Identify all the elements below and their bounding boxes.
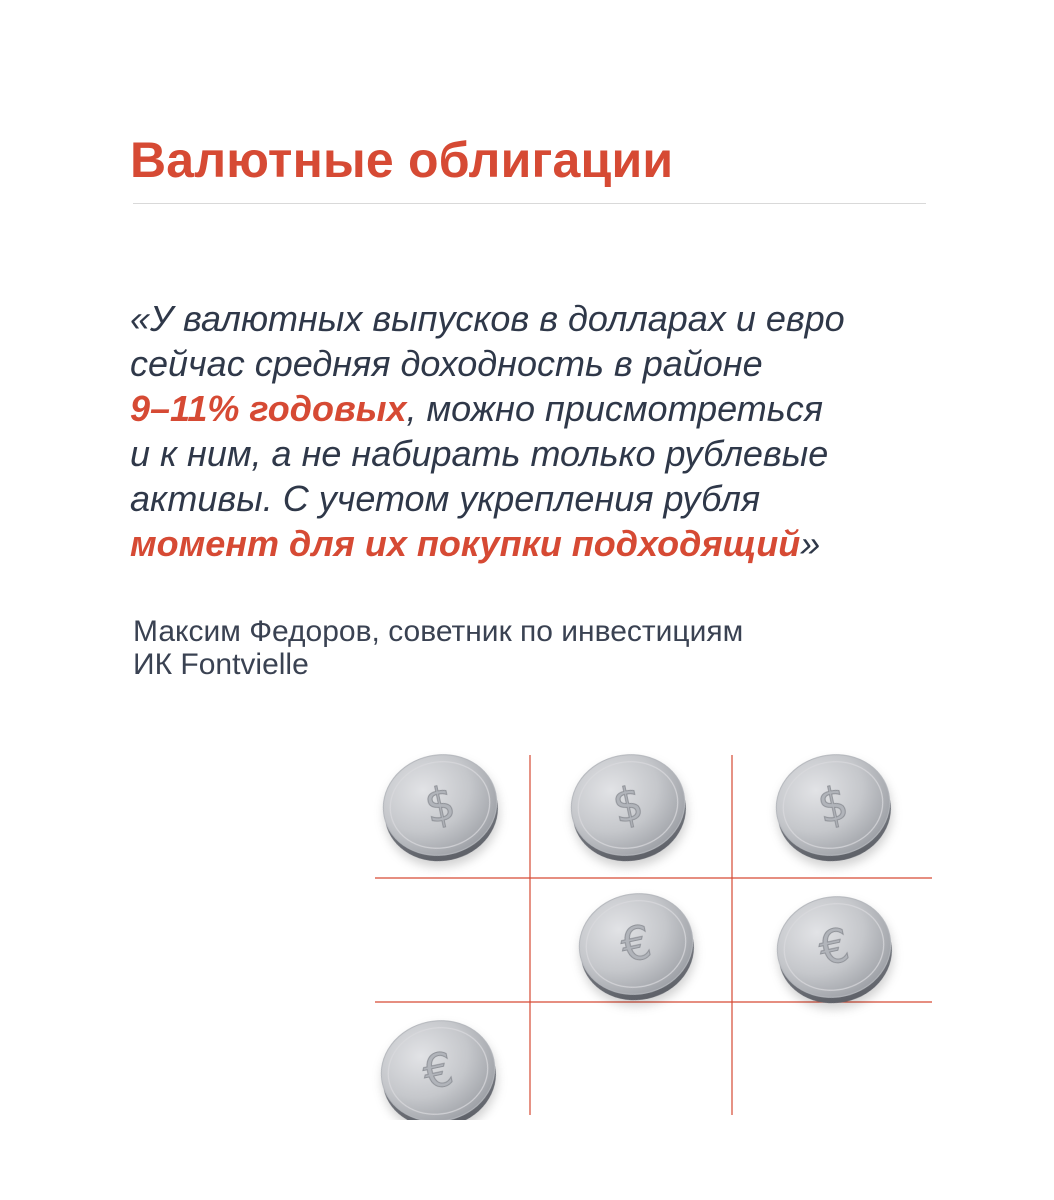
quote-text xyxy=(130,296,930,566)
coin-symbol: € xyxy=(418,1041,458,1101)
title-divider xyxy=(133,203,926,204)
coin-grid-illustration xyxy=(370,750,940,1120)
author-company: ИК Fontvielle xyxy=(133,648,309,681)
quote-line-2: сейчас средняя доходность в районе xyxy=(130,343,763,384)
author-name: Максим Федоров, советник по инвестициям xyxy=(133,615,744,648)
yield-highlight: 9–11% годовых xyxy=(130,388,407,429)
coin-dollar-icon xyxy=(767,750,901,872)
coin-symbol: $ xyxy=(813,775,853,835)
quote-line-4: и к ним, а не набирать только рублевые xyxy=(130,433,829,474)
coin-dollar-icon xyxy=(374,750,508,872)
quote-line-6 xyxy=(130,521,930,566)
quote-line-3: 9–11% годовых, можно присмотреться xyxy=(130,388,823,429)
quote-close-mark: » xyxy=(800,523,821,564)
coin-symbol: € xyxy=(616,914,656,974)
coin-euro-icon xyxy=(372,1010,506,1120)
coins xyxy=(372,750,902,1120)
coin-symbol: $ xyxy=(420,775,460,835)
quote-line-5: активы. С учетом укрепления рубля xyxy=(130,478,761,519)
page-title: Валютные облигации xyxy=(130,132,674,188)
coin-euro-icon xyxy=(570,883,704,1010)
coin-symbol: € xyxy=(814,917,854,977)
quote-open-mark: « xyxy=(130,298,151,339)
author-attribution xyxy=(133,615,743,681)
coin-symbol: $ xyxy=(608,775,648,835)
coin-euro-icon xyxy=(768,886,902,1013)
coin-dollar-icon xyxy=(562,750,696,872)
moment-highlight: момент для их покупки подходящий xyxy=(130,523,801,564)
quote-line-1: «У валютных выпусков в долларах и евро xyxy=(130,298,845,339)
